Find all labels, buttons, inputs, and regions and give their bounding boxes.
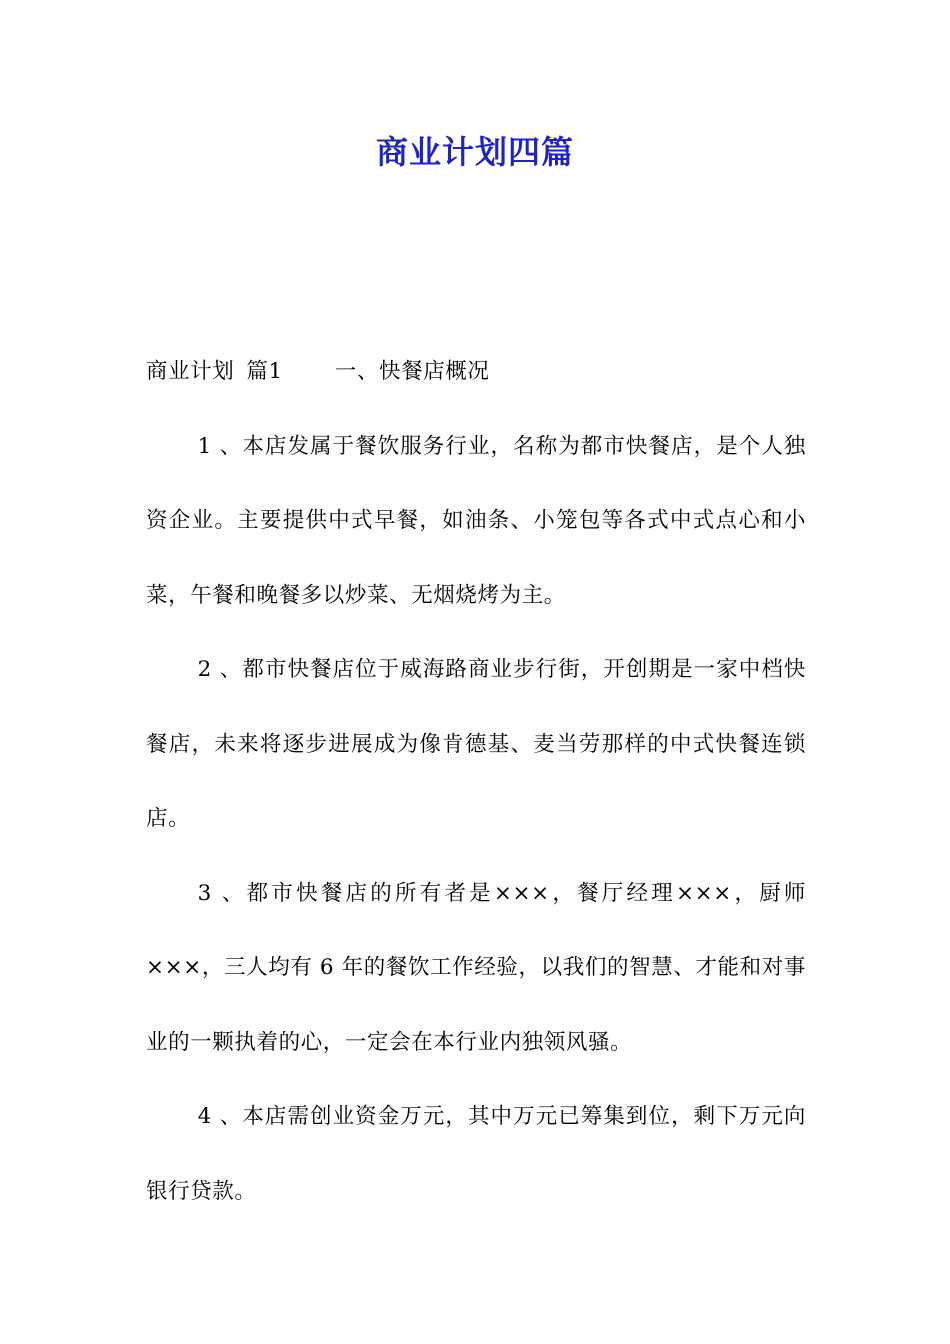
heading-section-title: 一、快餐店概况 [334, 359, 490, 384]
paragraph-2: 2 、都市快餐店位于威海路商业步行街，开创期是一家中档快餐店，未来将逐步进展成为像肯德基、麦当劳那样的中式快餐连锁店。 [146, 657, 806, 831]
heading-plan-label: 商业计划 [146, 359, 235, 384]
section-heading [146, 335, 806, 410]
heading-chapter-label: 篇1 [246, 359, 283, 384]
paragraph-3: 3 、都市快餐店的所有者是×××，餐厅经理×××，厨师×××，三人均有 6 年的餐饮工作经验，以我们的智慧、才能和对事业的一颗执着的心，一定会在本行业内独领风骚。 [146, 880, 806, 1055]
document-title: 商业计划四篇 [375, 133, 574, 171]
document-body [146, 335, 806, 1229]
paragraph-4: 4 、本店需创业资金万元，其中万元已筹集到位，剩下万元向银行贷款。 [146, 1104, 806, 1204]
paragraph-1: 1 、本店发属于餐饮服务行业，名称为都市快餐店，是个人独资企业。主要提供中式早餐，如油条、小笼包等各式中式点心和小菜，午餐和晚餐多以炒菜、无烟烧烤为主。 [146, 433, 806, 608]
